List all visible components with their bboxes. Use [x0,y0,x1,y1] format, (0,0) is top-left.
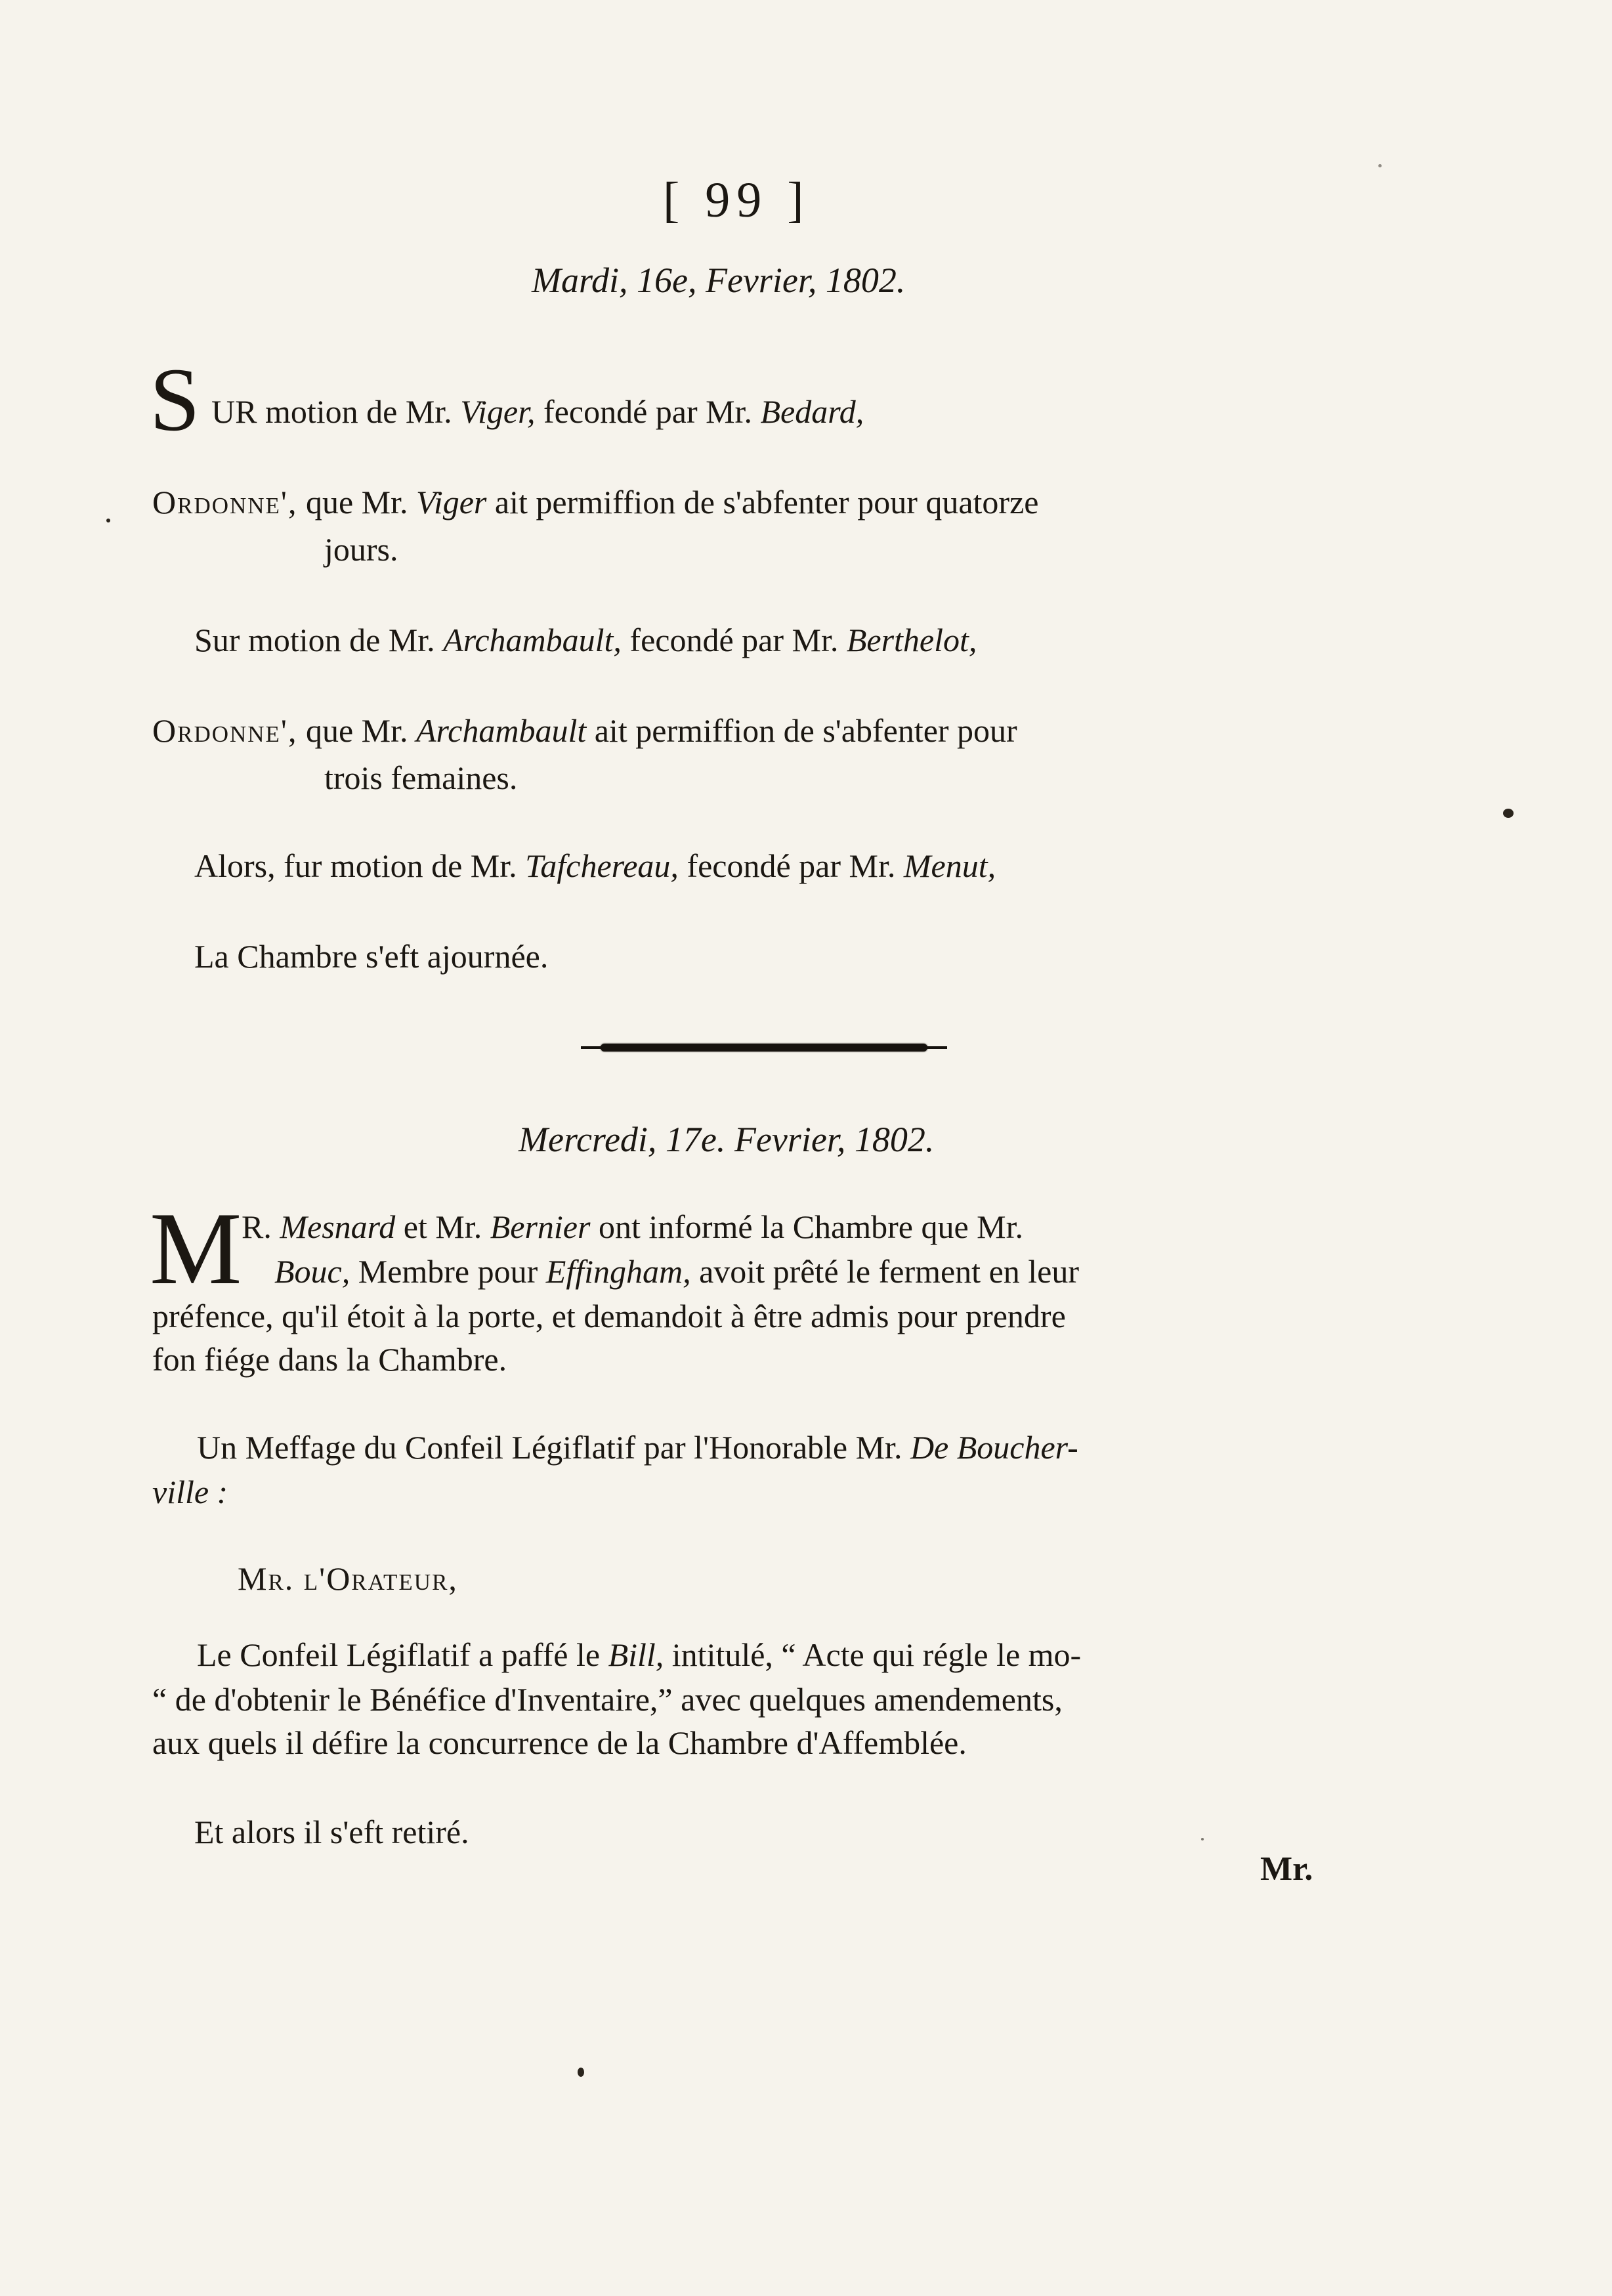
text: fecondé par Mr. [543,393,752,430]
motion-paragraph-1 [211,395,864,428]
drop-cap-s: S [150,349,200,450]
entry-date-2: Mercredi, 17e. Fevrier, 1802. [519,1120,935,1159]
text: Un Meffage du Confeil Légiflatif par l'Honorable Mr. [197,1429,902,1466]
place-name: Effingham, [545,1253,691,1290]
member-name: Bouc, [274,1253,350,1290]
member-name: Menut, [903,847,996,884]
retired-paragraph: Et alors il s'eft retiré. [194,1814,469,1850]
text: et Mr. [403,1208,482,1245]
ordonne-label: Ordonne', [152,484,298,521]
message-intro-line-1 [197,1431,1078,1464]
ink-speck [1201,1838,1204,1840]
adjournment-paragraph: La Chambre s'eft ajournée. [194,938,549,975]
ink-speck [1378,164,1382,167]
text: Sur motion de Mr. [194,622,435,658]
entry-date-1: Mardi, 16e, Fevrier, 1802. [532,261,906,300]
catchword: Mr. [1260,1850,1313,1888]
drop-cap-m: M [150,1191,242,1306]
text: UR motion de Mr. [211,393,452,430]
notice-line-2 [274,1255,1079,1288]
bill-word: Bill, [608,1636,664,1673]
notice-line-4: fon fiége dans la Chambre. [152,1341,507,1378]
member-name: Bedard, [760,393,864,430]
motion-paragraph-3 [194,849,996,882]
ordonne-label: Ordonne', [152,712,298,749]
message-line-3: aux quels il défire la concurrence de la Chambre d'Affemblée. [152,1724,967,1761]
speaker-address: Mr. l'Orateur, [238,1560,458,1597]
member-name: Mesnard [280,1208,396,1245]
text: intitulé, “ Acte qui régle le mo- [671,1636,1082,1673]
order-paragraph-1 [152,486,1038,519]
text: Membre pour [358,1253,538,1290]
message-line-1 [197,1638,1081,1671]
member-name: Tafchereau, [525,847,679,884]
text: que Mr. [305,712,408,749]
order-paragraph-2-cont: trois femaines. [324,759,518,796]
order-paragraph-2 [152,714,1017,747]
motion-paragraph-2 [194,624,977,656]
page-number: [ 99 ] [663,173,811,228]
text: ait permiffion de s'abfenter pour [594,712,1017,749]
notice-line-3: préfence, qu'il étoit à la porte, et demandoit à être admis pour prendre [152,1298,1066,1334]
text: ait permiffion de s'abfenter pour quatorze [494,484,1039,521]
text: que Mr. [305,484,408,521]
text: fecondé par Mr. [629,622,839,658]
member-name: Archambault [416,712,587,749]
text: fecondé par Mr. [687,847,896,884]
member-name: Viger [416,484,487,521]
member-name: Bernier [490,1208,591,1245]
text: Le Confeil Légiflatif a paffé le [197,1636,601,1673]
text: R. [242,1208,272,1245]
member-name: Viger, [460,393,536,430]
notice-line-1 [242,1210,1023,1243]
ink-speck [106,519,110,522]
message-line-2: “ de d'obtenir le Bénéfice d'Inventaire,” avec quelques amendements, [152,1681,1063,1718]
order-paragraph-1-cont: jours. [324,531,398,568]
member-name: Berthelot, [846,622,977,658]
member-name: De Boucher- [910,1429,1078,1466]
text: avoit prêté le ferment en leur [699,1253,1079,1290]
member-name: Archambault, [443,622,622,658]
text: Alors, fur motion de Mr. [194,847,517,884]
text: ont informé la Chambre que Mr. [598,1208,1024,1245]
message-intro-line-2: ville : [152,1474,228,1510]
ink-speck [578,2068,584,2077]
ink-speck [1503,809,1514,818]
section-divider [601,1044,927,1052]
